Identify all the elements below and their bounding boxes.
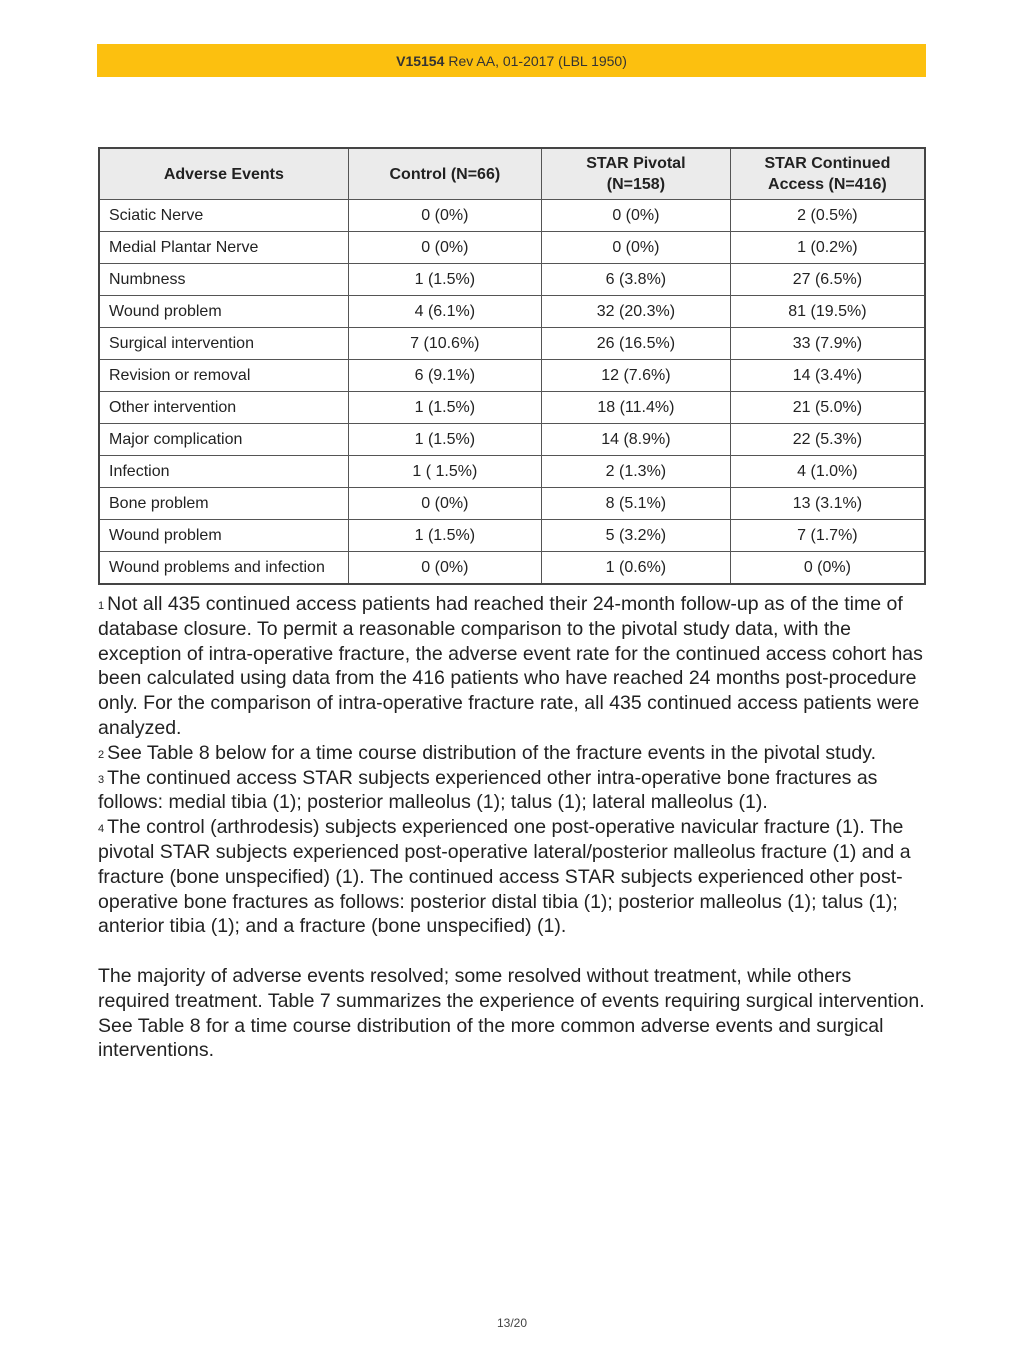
footnote bbox=[98, 815, 928, 939]
value-cell: 2 (1.3%) bbox=[541, 456, 730, 488]
table-row bbox=[99, 552, 925, 585]
footnote-text: The continued access STAR subjects experienced other intra-operative bone fractures as follows: medial tibia (1); posterior malleolus (1); talus (1); lateral malleolus (1). bbox=[98, 766, 878, 814]
table-row bbox=[99, 328, 925, 360]
value-cell: 33 (7.9%) bbox=[730, 328, 925, 360]
event-name-cell: Other intervention bbox=[99, 392, 348, 424]
event-name-cell: Numbness bbox=[99, 264, 348, 296]
value-cell: 1 (1.5%) bbox=[348, 264, 541, 296]
table-row bbox=[99, 360, 925, 392]
value-cell: 1 (1.5%) bbox=[348, 520, 541, 552]
footnote-mark: 2 bbox=[98, 748, 105, 761]
footnote-text: The control (arthrodesis) subjects experienced one post-operative navicular fracture (1). The pivotal STAR subjects experienced post-operative lateral/posterior malleolus fracture (1) and a fracture (bone unspecified) (1). The continued access STAR subjects experienced other post-operative bone fractures as follows: posterior distal tibia (1); posterior malleolus (1); talus (1); anterior tibia (1); and a fracture (bone unspecified) (1). bbox=[98, 816, 911, 938]
event-name-cell: Medial Plantar Nerve bbox=[99, 232, 348, 264]
table-row bbox=[99, 200, 925, 232]
value-cell: 18 (11.4%) bbox=[541, 392, 730, 424]
column-header: STAR Pivotal (N=158) bbox=[541, 148, 730, 200]
body-paragraph-container bbox=[98, 964, 928, 1063]
value-cell: 6 (9.1%) bbox=[348, 360, 541, 392]
value-cell: 7 (10.6%) bbox=[348, 328, 541, 360]
footnote-mark: 1 bbox=[98, 600, 105, 612]
value-cell: 6 (3.8%) bbox=[541, 264, 730, 296]
footnote-mark: 3 bbox=[98, 773, 105, 786]
value-cell: 22 (5.3%) bbox=[730, 424, 925, 456]
event-name-cell: Wound problem bbox=[99, 296, 348, 328]
page-number: 13/20 bbox=[496, 1316, 528, 1330]
value-cell: 1 (0.6%) bbox=[541, 552, 730, 585]
value-cell: 4 (1.0%) bbox=[730, 456, 925, 488]
value-cell: 26 (16.5%) bbox=[541, 328, 730, 360]
table-row bbox=[99, 488, 925, 520]
table-row bbox=[99, 264, 925, 296]
footnote bbox=[98, 592, 928, 741]
value-cell: 4 (6.1%) bbox=[348, 296, 541, 328]
event-name-cell: Bone problem bbox=[99, 488, 348, 520]
value-cell: 1 ( 1.5%) bbox=[348, 456, 541, 488]
value-cell: 13 (3.1%) bbox=[730, 488, 925, 520]
value-cell: 1 (0.2%) bbox=[730, 232, 925, 264]
value-cell: 0 (0%) bbox=[348, 232, 541, 264]
value-cell: 7 (1.7%) bbox=[730, 520, 925, 552]
footnotes bbox=[98, 592, 928, 939]
value-cell: 0 (0%) bbox=[730, 552, 925, 585]
document-revision: Rev AA, 01-2017 (LBL 1950) bbox=[448, 52, 627, 69]
column-header: Adverse Events bbox=[99, 148, 348, 200]
value-cell: 8 (5.1%) bbox=[541, 488, 730, 520]
event-name-cell: Wound problems and infection bbox=[99, 552, 348, 585]
value-cell: 0 (0%) bbox=[348, 488, 541, 520]
document-header-bar bbox=[97, 44, 926, 77]
body-paragraph: The majority of adverse events resolved; some resolved without treatment, while others required treatment. Table 7 summarizes the experience of events requiring surgical intervention. See Table 8 for a time course distribution of the more common adverse events and surgical interventions. bbox=[98, 965, 925, 1062]
table-row bbox=[99, 456, 925, 488]
value-cell: 0 (0%) bbox=[541, 232, 730, 264]
table-row bbox=[99, 296, 925, 328]
column-header: Control (N=66) bbox=[348, 148, 541, 200]
event-name-cell: Sciatic Nerve bbox=[99, 200, 348, 232]
footnote bbox=[98, 766, 928, 816]
table-row bbox=[99, 424, 925, 456]
value-cell: 81 (19.5%) bbox=[730, 296, 925, 328]
value-cell: 2 (0.5%) bbox=[730, 200, 925, 232]
value-cell: 5 (3.2%) bbox=[541, 520, 730, 552]
event-name-cell: Major complication bbox=[99, 424, 348, 456]
event-name-cell: Infection bbox=[99, 456, 348, 488]
footnote bbox=[98, 741, 928, 766]
footnote-mark: 4 bbox=[98, 823, 105, 836]
value-cell: 14 (3.4%) bbox=[730, 360, 925, 392]
footnote-text: See Table 8 below for a time course distribution of the fracture events in the pivotal study. bbox=[107, 741, 876, 764]
adverse-events-table bbox=[98, 147, 926, 585]
event-name-cell: Surgical intervention bbox=[99, 328, 348, 360]
value-cell: 0 (0%) bbox=[348, 552, 541, 585]
table-row bbox=[99, 392, 925, 424]
value-cell: 27 (6.5%) bbox=[730, 264, 925, 296]
value-cell: 1 (1.5%) bbox=[348, 392, 541, 424]
table-row bbox=[99, 520, 925, 552]
value-cell: 21 (5.0%) bbox=[730, 392, 925, 424]
event-name-cell: Revision or removal bbox=[99, 360, 348, 392]
table-row bbox=[99, 232, 925, 264]
value-cell: 32 (20.3%) bbox=[541, 296, 730, 328]
value-cell: 1 (1.5%) bbox=[348, 424, 541, 456]
table-header-row bbox=[99, 148, 925, 200]
value-cell: 12 (7.6%) bbox=[541, 360, 730, 392]
document-code: V15154 bbox=[396, 52, 445, 69]
table-body bbox=[99, 200, 925, 585]
column-header: STAR Continued Access (N=416) bbox=[730, 148, 925, 200]
event-name-cell: Wound problem bbox=[99, 520, 348, 552]
value-cell: 14 (8.9%) bbox=[541, 424, 730, 456]
value-cell: 0 (0%) bbox=[541, 200, 730, 232]
value-cell: 0 (0%) bbox=[348, 200, 541, 232]
footnote-text: Not all 435 continued access patients had reached their 24-month follow-up as of the time of database closure. To permit a reasonable comparison to the pivotal study data, with the exception of intra-operative fracture, the adverse event rate for the continued access cohort has been calculated using data from the 416 patients who have reached 24 months post-procedure only. For the comparison of intra-operative fracture rate, all 435 continued access patients were analyzed. bbox=[98, 593, 923, 739]
